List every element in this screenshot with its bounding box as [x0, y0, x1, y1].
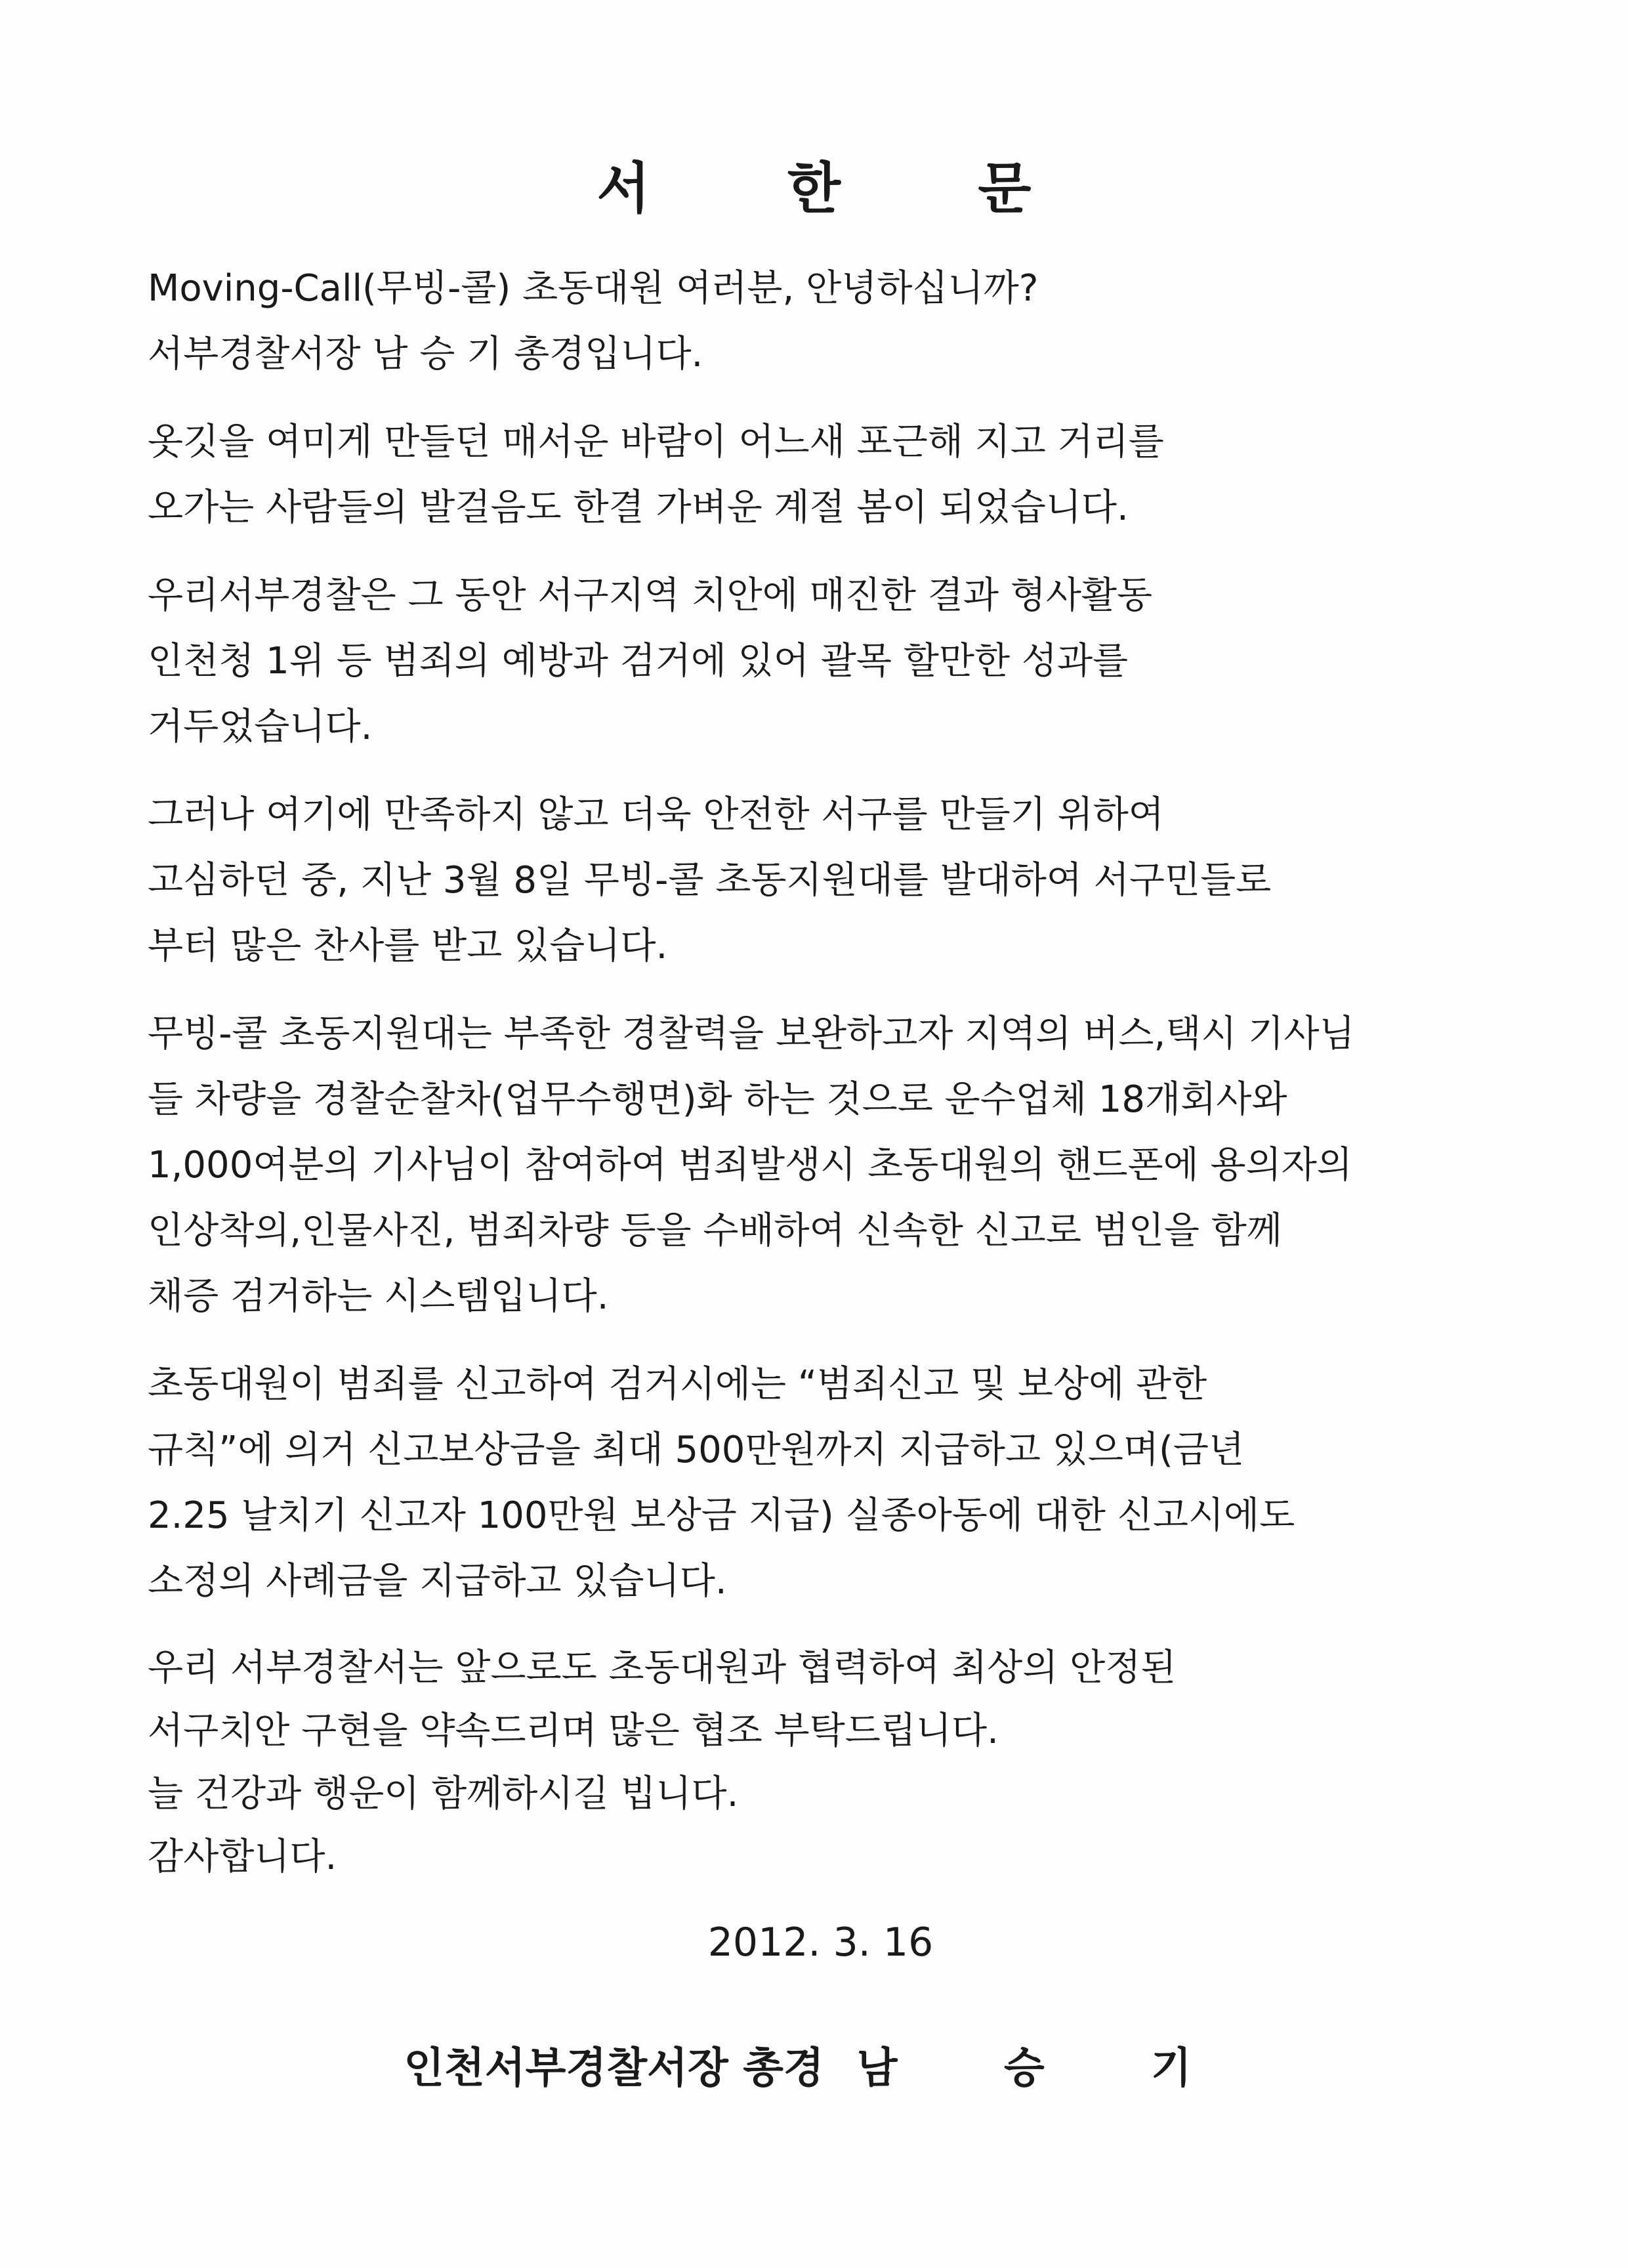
body-paragraph	[148, 1352, 1499, 1614]
body-line: 고심하던 중, 지난 3월 8일 무빙-콜 초동지원대를 발대하여 서구민들로	[148, 859, 1272, 902]
closing-line: 늘 건강과 행운이 함께하시길 빕니다.	[148, 1773, 739, 1815]
body-line: 거두었습니다.	[148, 705, 373, 748]
body-line: 부터 많은 찬사를 받고 있습니다.	[148, 925, 668, 967]
closing-line: 우리 서부경찰서는 앞으로도 초동대원과 협력하여 최상의 안정된	[148, 1647, 1177, 1689]
body-line: 오가는 사람들의 발걸음도 한결 가벼운 계절 봄이 되었습니다.	[148, 486, 1129, 529]
signature-title: 인천서부경찰서장 총경	[404, 2044, 824, 2093]
body-line: 우리서부경찰은 그 동안 서구지역 치안에 매진한 결과 형사활동	[148, 574, 1153, 617]
body-line: 들 차량을 경찰순찰차(업무수행면)화 하는 것으로 운수업체 18개회사와	[148, 1078, 1287, 1121]
body-line: 규칙”에 의거 신고보상금을 최대 500만원까지 지급하고 있으며(금년	[148, 1429, 1245, 1471]
body-paragraph	[148, 782, 1499, 979]
body-line: 무빙-콜 초동지원대는 부족한 경찰력을 보완하고자 지역의 버스,택시 기사님	[148, 1013, 1355, 1055]
document-title: 서 한 문	[596, 156, 1091, 220]
body-line: 1,000여분의 기사님이 참여하여 범죄발생시 초동대원의 핸드폰에 용의자의	[148, 1144, 1352, 1186]
signature-name: 남 승 기	[856, 2044, 1238, 2093]
signature-block	[0, 2034, 1628, 2095]
greeting-line: Moving-Call(무빙-콜) 초동대원 여러분, 안녕하십니까?	[148, 267, 1039, 310]
body-line: 인상착의,인물사진, 범죄차량 등을 수배하여 신속한 신고로 범인을 함께	[148, 1209, 1282, 1252]
closing-line: 서구치안 구현을 약속드리며 많은 협조 부탁드립니다.	[148, 1710, 999, 1752]
body-line: 그러나 여기에 만족하지 않고 더욱 안전한 서구를 만들기 위하여	[148, 793, 1164, 836]
greeting-line: 서부경찰서장 남 승 기 총경입니다.	[148, 333, 703, 375]
body-paragraph	[148, 563, 1499, 760]
body-line: 인천청 1위 등 범죄의 예방과 검거에 있어 괄목 할만한 성과를	[148, 640, 1129, 682]
body-line: 소정의 사례금을 지급하고 있습니다.	[148, 1560, 727, 1603]
body-line: 초동대원이 범죄를 신고하여 검거시에는 “범죄신고 및 보상에 관한	[148, 1363, 1207, 1406]
letter-date: 2012. 3. 16	[707, 1920, 934, 1965]
letter-body	[148, 256, 1499, 1911]
body-line: 옷깃을 여미게 만들던 매서운 바람이 어느새 포근해 지고 거리를	[148, 421, 1164, 463]
body-paragraph	[148, 410, 1499, 541]
greeting-paragraph	[148, 256, 1499, 387]
closing-line: 감사합니다.	[148, 1836, 337, 1878]
body-line: 2.25 날치기 신고자 100만원 보상금 지급) 실종아동에 대한 신고시에도	[148, 1494, 1295, 1537]
closing-paragraph	[148, 1637, 1499, 1889]
body-line: 채증 검거하는 시스템입니다.	[148, 1275, 609, 1318]
body-paragraph	[148, 1001, 1499, 1330]
